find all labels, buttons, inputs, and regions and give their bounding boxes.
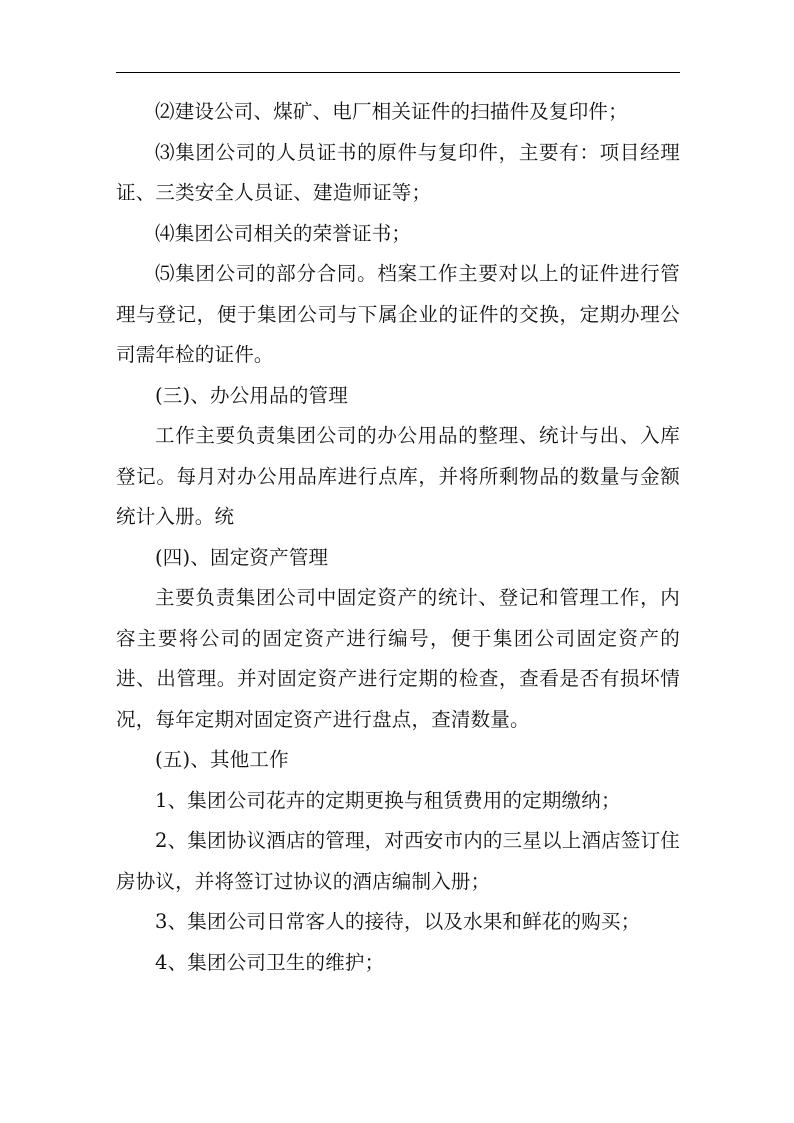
- list-item-3: 3、集团公司日常客人的接待，以及水果和鲜花的购买；: [155, 910, 641, 933]
- paragraph-office-supplies: 工作主要负责集团公司的办公用品的整理、统计与出、入库登记。每月对办公用品库进行点库，并将所剩物品的数量与金额统计入册。统: [116, 424, 680, 528]
- paragraph-item-2: ⑵建设公司、煤矿、电厂相关证件的扫描件及复印件；: [155, 100, 628, 123]
- document-body: [116, 92, 680, 983]
- section-heading-office-supplies: (三)、办公用品的管理: [155, 383, 348, 407]
- paragraph-fixed-assets: 主要负责集团公司中固定资产的统计、登记和管理工作，内容主要将公司的固定资产进行编号，便于集团公司固定资产的进、出管理。并对固定资产进行定期的检查，查看是否有损坏情况，每年定期对固定资产进行盘点，查清数量。: [116, 586, 680, 731]
- list-item-4: 4、集团公司卫生的维护；: [155, 950, 385, 974]
- header-rule: [116, 72, 680, 73]
- section-heading-other-work: (五)、其他工作: [155, 748, 289, 771]
- paragraph-item-5: ⑸集团公司的部分合同。档案工作主要对以上的证件进行管理与登记，便于集团公司与下属企业的证件的交换，定期办理公司需年检的证件。: [116, 262, 680, 366]
- paragraph-item-3: ⑶集团公司的人员证书的原件与复印件，主要有：项目经理证、三类安全人员证、建造师证等；: [116, 140, 680, 204]
- list-item-2: 2、集团协议酒店的管理，对西安市内的三星以上酒店签订住房协议，并将签订过协议的酒店编制入册；: [116, 829, 680, 893]
- list-item-1: 1、集团公司花卉的定期更换与租赁费用的定期缴纳；: [155, 788, 621, 812]
- section-heading-fixed-assets: (四)、固定资产管理: [155, 545, 329, 569]
- paragraph-item-4: ⑷集团公司相关的荣誉证书；: [155, 221, 412, 245]
